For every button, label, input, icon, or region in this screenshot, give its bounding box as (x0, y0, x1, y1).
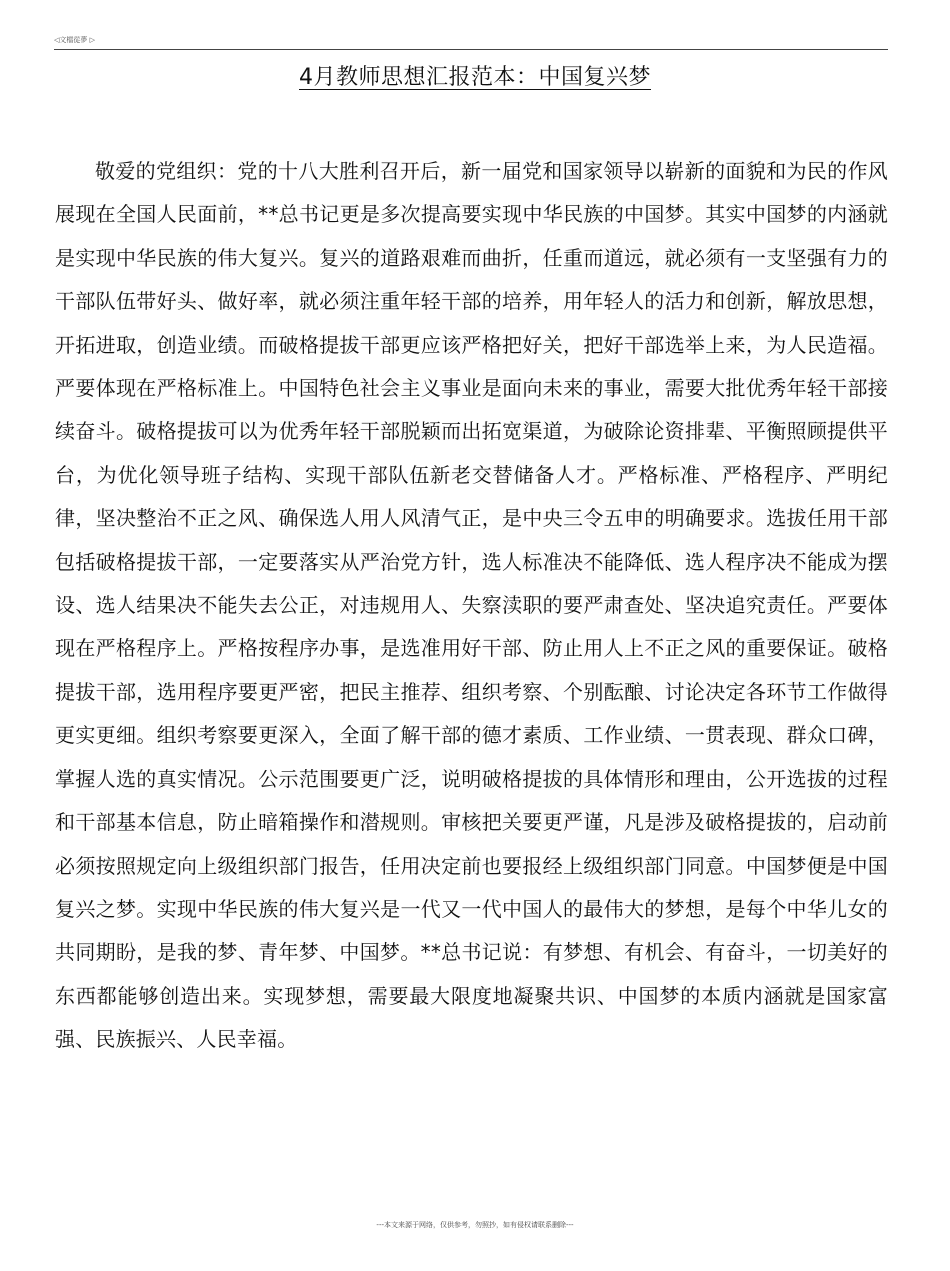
page-title (0, 62, 950, 94)
header-divider (54, 49, 888, 50)
footer-disclaimer: ---本文来源于网络，仅供参考，勿照抄，如有侵权请联系删除--- (376, 1221, 574, 1229)
body-paragraph: 敬爱的党组织：党的十八大胜利召开后，新一届党和国家领导以崭新的面貌和为民的作风展现在全国人民面前，**总书记更是多次提高要实现中华民族的中国梦。其实中国梦的内涵就是实现中华民族的伟大复兴。复兴的道路艰难而曲折，任重而道远，就必须有一支坚强有力的干部队伍带好头、做好率，就必须注重年轻干部的培养，用年轻人的活力和创新，解放思想，开拓进取，创造业绩。而破格提拔干部更应该严格把好关，把好干部选举上来，为人民造福。严要体现在严格标准上。中国特色社会主义事业是面向未来的事业，需要大批优秀年轻干部接续奋斗。破格提拔可以为优秀年轻干部脱颖而出拓宽渠道，为破除论资排辈、平衡照顾提供平台，为优化领导班子结构、实现干部队伍新老交替储备人才。严格标准、严格程序、严明纪律，坚决整治不正之风、确保选人用人风清气正，是中央三令五申的明确要求。选拔任用干部包括破格提拔干部，一定要落实从严治党方针，选人标准决不能降低、选人程序决不能成为摆设、选人结果决不能失去公正，对违规用人、失察渎职的要严肃查处、坚决追究责任。严要体现在严格程序上。严格按程序办事，是选准用好干部、防止用人上不正之风的重要保证。破格提拔干部，选用程序要更严密，把民主推荐、组织考察、个别酝酿、讨论决定各环节工作做得更实更细。组织考察要更深入，全面了解干部的德才素质、工作业绩、一贯表现、群众口碑，掌握人选的真实情况。公示范围要更广泛，说明破格提拔的具体情形和理由，公开选拔的过程和干部基本信息，防止暗箱操作和潜规则。审核把关要更严谨，凡是涉及破格提拔的，启动前必须按照规定向上级组织部门报告，任用决定前也要报经上级组织部门同意。中国梦便是中国复兴之梦。实现中华民族的伟大复兴是一代又一代中国人的最伟大的梦想，是每个中华儿女的共同期盼，是我的梦、青年梦、中国梦。**总书记说：有梦想、有机会、有奋斗，一切美好的东西都能够创造出来。实现梦想，需要最大限度地凝聚共识、中国梦的本质内涵就是国家富强、民族振兴、人民幸福。 (55, 159, 888, 1052)
header-watermark: ◁文檔從夢 ▷ (54, 36, 95, 44)
page-title-text: 4月教师思想汇报范本：中国复兴梦 (299, 65, 651, 90)
